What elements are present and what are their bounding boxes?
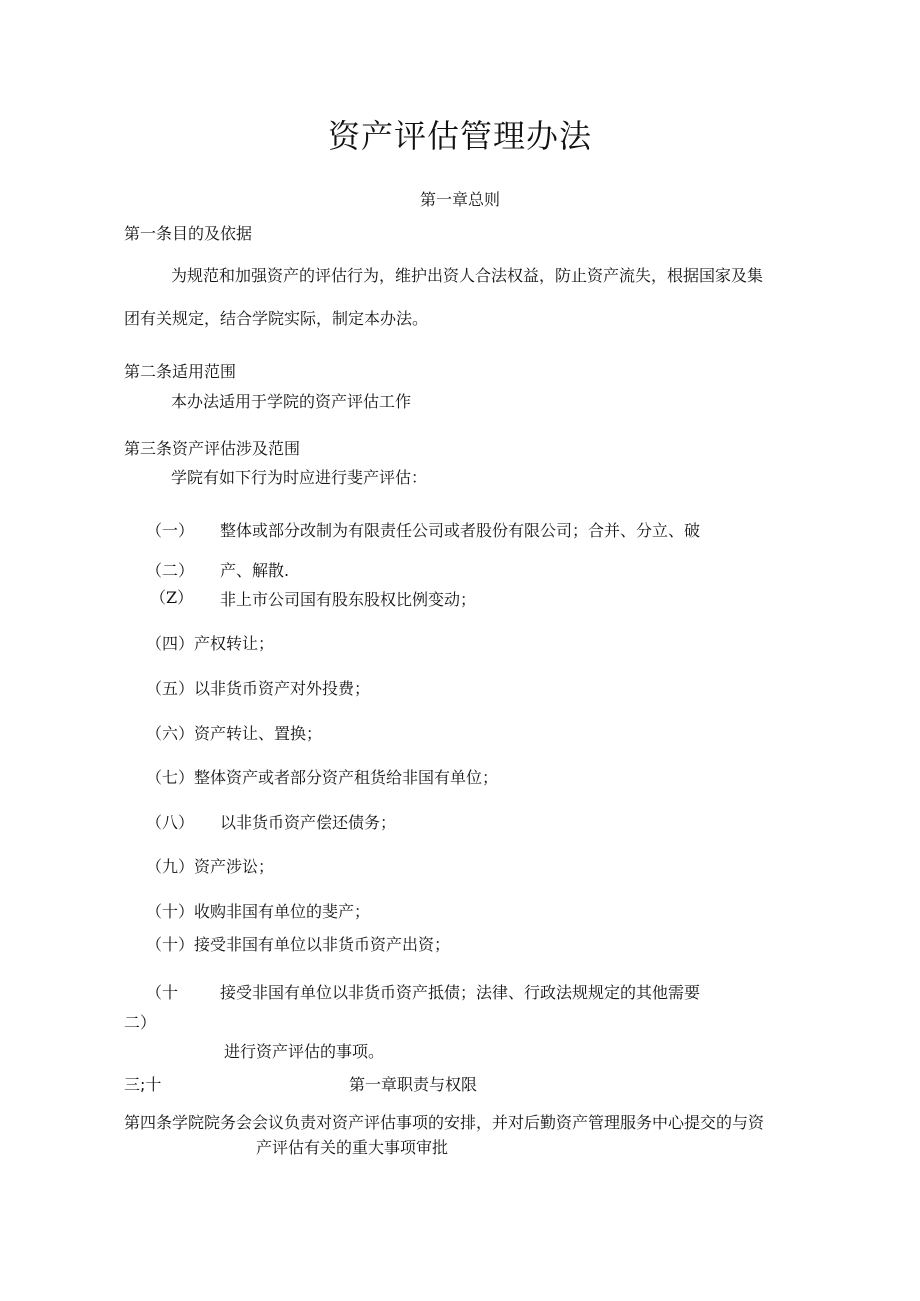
list-item-text: 产、解散. — [220, 561, 290, 580]
article-1-paragraph-line-1: 为规范和加强资产的评估行为，维护出资人合法权益，防止资产流失，根据国家及集 — [171, 266, 764, 285]
list-item-text: 资产涉讼； — [194, 857, 275, 876]
list-item-number: 三;十 — [124, 1075, 162, 1094]
document-title: 资产评估管理办法 — [327, 117, 592, 155]
list-item-text: 整体或部分改制为有限责任公司或者股份有限公司；合并、分立、破 — [220, 521, 701, 540]
list-item — [146, 937, 450, 953]
article-4-line-2: 产评估有关的重大事项审批 — [256, 1138, 449, 1157]
list-item-number: （六） — [146, 724, 195, 743]
list-item — [146, 859, 274, 875]
list-item-number: （八） — [146, 813, 195, 832]
list-item-number: （七） — [146, 768, 195, 787]
list-item — [146, 726, 322, 742]
list-item-number-part-1: （十 — [146, 983, 179, 1002]
list-item-text: 非上市公司国有股东股权比例变动； — [220, 590, 477, 609]
list-item — [146, 904, 370, 920]
article-4-line-1: 第四条学院院务会会议负责对资产评估事项的安排，并对后勤资产管理服务中心提交的与资 — [124, 1113, 765, 1132]
list-item-text: 产权转让； — [194, 634, 275, 653]
chapter-heading-1: 第一章总则 — [419, 190, 500, 209]
chapter-heading-2: 第一章职责与权限 — [349, 1075, 478, 1094]
list-item-number: （十） — [146, 902, 195, 921]
list-item-number: （四） — [146, 634, 195, 653]
list-item-number: （二） — [146, 561, 195, 580]
article-3-heading: 第三条资产评估涉及范围 — [124, 439, 301, 458]
article-2-body: 本办法适用于学院的资产评估工作 — [171, 392, 412, 411]
list-item-text: 以非货币资产偿还债务； — [220, 813, 397, 832]
article-1-paragraph-line-2: 团有关规定，结合学院实际，制定本办法。 — [124, 309, 429, 328]
list-item-text: 收购非国有单位的斐产； — [194, 902, 371, 921]
article-2-heading: 第二条适用范围 — [124, 362, 237, 381]
list-item-text: 以非货币资产对外投费； — [194, 679, 371, 698]
list-item — [146, 636, 274, 652]
article-1-heading: 第一条目的及依据 — [124, 224, 253, 243]
list-item-number: （一） — [146, 521, 195, 540]
list-item-text: 接受非国有单位以非货币资产出资； — [194, 935, 451, 954]
list-item-text: 资产转让、置换； — [194, 724, 323, 743]
list-item-number: （十） — [146, 935, 195, 954]
list-item-number: （五） — [146, 679, 195, 698]
list-item — [146, 770, 498, 786]
list-item-continuation: 进行资产评估的事项。 — [224, 1042, 385, 1061]
list-item — [146, 681, 370, 697]
list-item-number: （九） — [146, 857, 195, 876]
list-item-text: 整体资产或者部分资产租货给非国有单位； — [194, 768, 499, 787]
list-item-number-part-2: 二） — [124, 1013, 157, 1032]
list-item-text: 接受非国有单位以非货币资产抵债；法律、行政法规规定的其他需要 — [220, 983, 701, 1002]
article-3-intro: 学院有如下行为时应进行斐产评估： — [171, 468, 428, 487]
list-item-number: （Z） — [150, 588, 194, 607]
